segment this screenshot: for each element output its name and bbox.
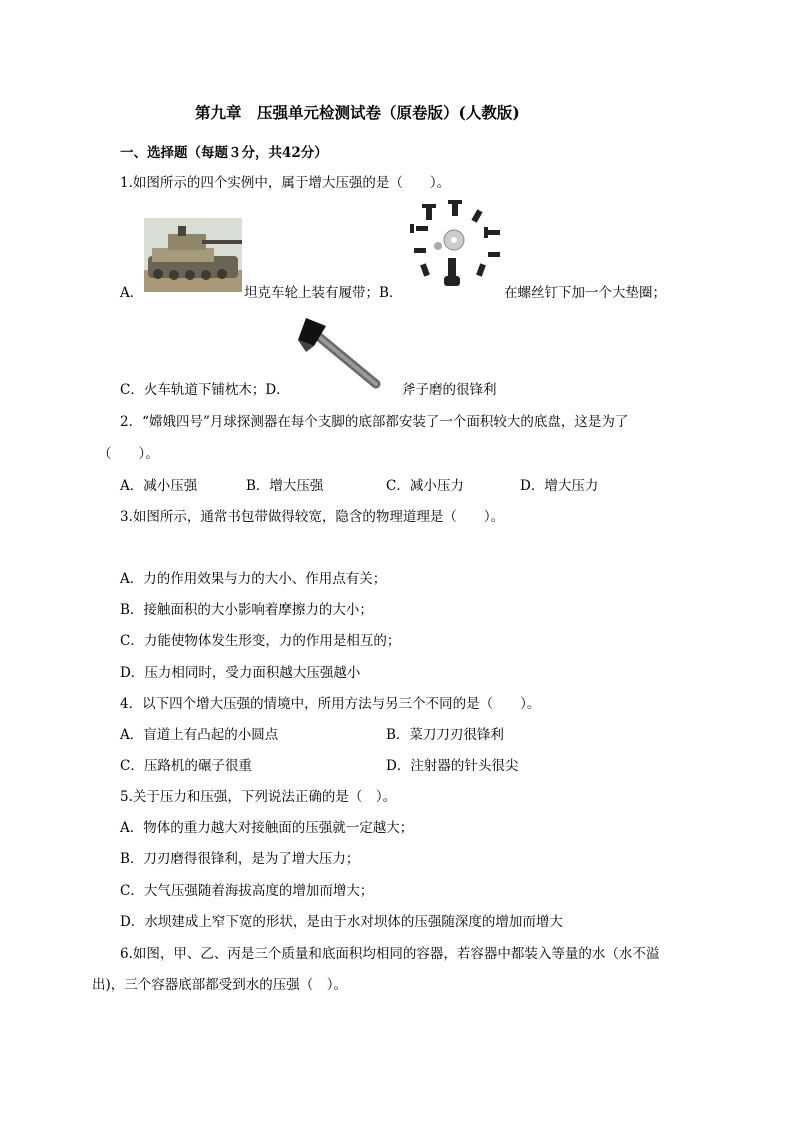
q4-option-b: B．菜刀刀刃很锋利: [386, 727, 504, 743]
q3-option-a: A．力的作用效果与力的大小、作用点有关；: [120, 571, 387, 587]
screws-image: [408, 200, 504, 296]
axe-image: [296, 314, 400, 394]
option-d-text: 斧子磨的很锋利: [402, 382, 497, 398]
option-c-text: C．火车轨道下铺枕木；D．: [120, 382, 290, 398]
q3-option-c: C．力能使物体发生形变，力的作用是相互的；: [120, 633, 401, 649]
option-b-text: 在螺丝钉下加一个大垫圈；: [504, 285, 666, 301]
option-a-prefix: A．: [120, 285, 144, 301]
q5-option-b: B．刀刃磨得很锋利，是为了增大压力；: [120, 851, 360, 867]
q4-option-d: D．注射器的针头很尖: [386, 758, 519, 774]
q4-option-a: A．盲道上有凸起的小圆点: [120, 727, 279, 743]
question-2-stem: 2．“嫦娥四号”月球探测器在每个支脚的底部都安装了一个面积较大的底盘，这是为了: [120, 414, 629, 430]
option-a-text: 坦克车轮上装有履带；B．: [244, 285, 403, 301]
question-2-stem-cont: （ ）。: [98, 446, 159, 462]
question-3-stem: 3.如图所示，通常书包带做得较宽，隐含的物理道理是（ ）。: [120, 509, 505, 525]
q5-option-c: C．大气压强随着海拔高度的增加而增大；: [120, 883, 374, 899]
q3-option-b: B．接触面积的大小影响着摩擦力的大小；: [120, 602, 373, 618]
q5-option-a: A．物体的重力越大对接触面的压强就一定越大；: [120, 820, 414, 836]
tank-image: [144, 218, 242, 292]
question-6-stem: 6.如图，甲、乙、丙是三个质量和底面积均相同的容器，若容器中都装入等量的水（水不溢: [120, 946, 660, 962]
q2-option-b: B．增大压强: [246, 478, 324, 494]
page-title: 第九章 压强单元检测试卷（原卷版）(人教版): [195, 103, 520, 122]
q4-option-c: C．压路机的碾子很重: [120, 758, 252, 774]
question-5-stem: 5.关于压力和压强，下列说法正确的是（ ）。: [120, 789, 397, 805]
q5-option-d: D．水坝建成上窄下宽的形状，是由于水对坝体的压强随深度的增加而增大: [120, 914, 563, 930]
q2-option-c: C．减小压力: [386, 478, 464, 494]
question-1-stem: 1.如图所示的四个实例中，属于增大压强的是（ ）。: [120, 175, 451, 191]
question-6-stem-cont: 出)，三个容器底部都受到水的压强（ ）。: [92, 977, 348, 993]
q2-option-d: D．增大压力: [520, 478, 599, 494]
q3-option-d: D．压力相同时，受力面积越大压强越小: [120, 665, 361, 681]
question-4-stem: 4．以下四个增大压强的情境中，所用方法与另三个不同的是（ ）。: [120, 696, 541, 712]
q2-option-a: A．减小压强: [120, 478, 198, 494]
section-heading: 一、选择题（每题３分，共42分）: [120, 145, 328, 161]
